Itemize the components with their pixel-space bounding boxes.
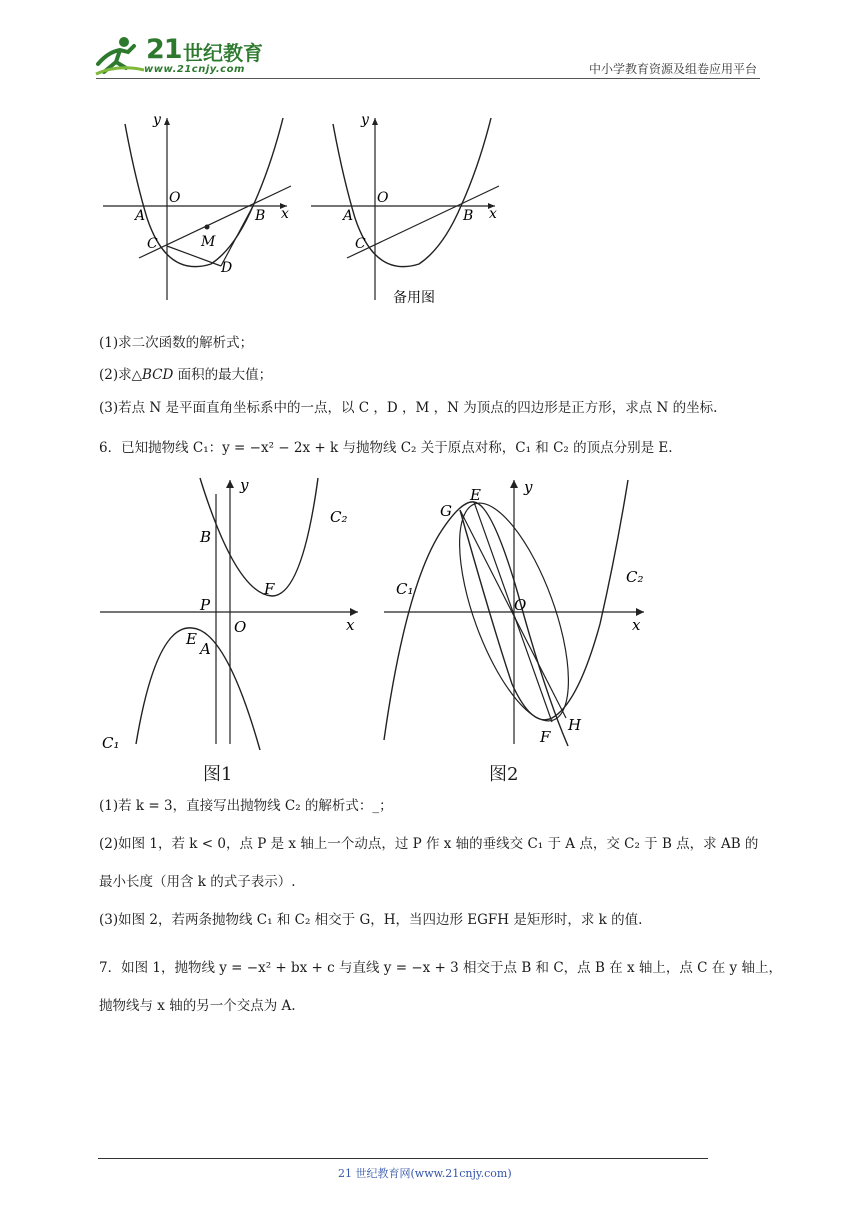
q5-right-label-y: y xyxy=(361,112,369,128)
q5-figure-left xyxy=(103,112,291,300)
q6-part1: (1)若 k = 3，直接写出抛物线 C₂ 的解析式：_； xyxy=(99,798,393,814)
q6-fig1-label-C1: C₁ xyxy=(102,734,120,752)
q6-fig2-label-E: E xyxy=(470,486,481,504)
q6-figure1 xyxy=(100,476,358,752)
q6-figures xyxy=(96,474,656,756)
q6-stem: 6．已知抛物线 C₁：y = −x² − 2x + k 与抛物线 C₂ 关于原点对称，C₁ 和 C₂ 的顶点分别是 E. xyxy=(99,440,673,456)
q6-fig2-label-F: F xyxy=(540,728,551,746)
q7-line2: 抛物线与 x 轴的另一个交点为 A. xyxy=(99,998,296,1014)
logo-name: 世纪教育 xyxy=(183,41,263,65)
q6-fig1-label-P: P xyxy=(200,596,211,614)
footer-rule xyxy=(98,1158,708,1159)
logo-number: 21 xyxy=(146,34,182,65)
q6-fig1-label-E: E xyxy=(186,630,197,648)
q5-figures xyxy=(95,108,515,308)
q5-right-label-A: A xyxy=(343,208,354,224)
q5-left-label-B: B xyxy=(255,208,266,224)
q5-right-label-B: B xyxy=(463,208,474,224)
q7-line1: 7．如图 1，抛物线 y = −x² + bx + c 与直线 y = −x + 3 相交于点 B 和 C，点 B 在 x 轴上，点 C 在 y 轴上， xyxy=(99,960,782,976)
q6-part3: (3)如图 2，若两条抛物线 C₁ 和 C₂ 相交于 G，H，当四边形 EGFH 是矩形时，求 k 的值. xyxy=(99,912,643,928)
q6-fig1-label-y: y xyxy=(240,476,249,494)
q6-fig2-label-O: O xyxy=(514,596,527,614)
q5-figure-right xyxy=(311,112,499,306)
q5-right-label-C: C xyxy=(355,236,366,252)
q6-fig2-label-y: y xyxy=(524,478,533,496)
q5-part3: (3)若点 N 是平面直角坐标系中的一点，以 C ，D ，M ，N 为顶点的四边形是正方形，求点 N 的坐标. xyxy=(99,400,718,416)
q6-figure2 xyxy=(384,478,644,746)
q6-fig1-label-B: B xyxy=(200,528,212,546)
q5-left-label-D: D xyxy=(221,260,233,276)
q6-part2-line1: (2)如图 1，若 k < 0，点 P 是 x 轴上一个动点，过 P 作 x 轴的垂线交 C₁ 于 A 点，交 C₂ 于 B 点，求 AB 的 xyxy=(99,836,759,852)
q6-fig2-label-G: G xyxy=(440,502,452,520)
q5-part2: (2)求△BCD 面积的最大值； xyxy=(99,367,273,383)
q6-fig1-label-F: F xyxy=(264,580,275,598)
q5-left-label-C: C xyxy=(147,236,158,252)
q5-left-label-O: O xyxy=(169,190,181,206)
q5-right-label-x: x xyxy=(489,206,497,222)
q6-fig1-label-C2: C₂ xyxy=(330,508,348,526)
footer-site-link[interactable]: 21 世纪教育网(www.21cnjy.com) xyxy=(338,1167,512,1180)
q5-left-label-y: y xyxy=(153,112,161,128)
header-rule xyxy=(96,78,760,79)
q5-part1: (1)求二次函数的解析式； xyxy=(99,335,254,351)
q5-left-label-A: A xyxy=(135,208,146,224)
q6-fig2-label-H: H xyxy=(568,716,582,734)
q6-fig1-caption: 图1 xyxy=(203,764,233,785)
q6-fig2-label-C1: C₁ xyxy=(396,580,414,598)
q6-fig2-caption: 图2 xyxy=(489,764,519,785)
q6-part2-line2: 最小长度（用含 k 的式子表示）. xyxy=(99,874,296,890)
q6-fig1-label-A: A xyxy=(200,640,211,658)
logo-url: www.21cnjy.com xyxy=(144,64,245,75)
header-platform-text: 中小学教育资源及组卷应用平台 xyxy=(588,62,757,76)
q5-left-label-x: x xyxy=(281,206,289,222)
q5-left-label-M: M xyxy=(201,234,216,250)
q6-fig2-label-x: x xyxy=(632,616,641,634)
q5-backup-caption: 备用图 xyxy=(393,290,435,306)
runner-logo-icon xyxy=(94,34,146,78)
q5-right-label-O: O xyxy=(377,190,389,206)
q6-fig2-label-C2: C₂ xyxy=(626,568,644,586)
q6-fig1-label-x: x xyxy=(346,616,355,634)
q6-fig1-label-O: O xyxy=(234,618,247,636)
